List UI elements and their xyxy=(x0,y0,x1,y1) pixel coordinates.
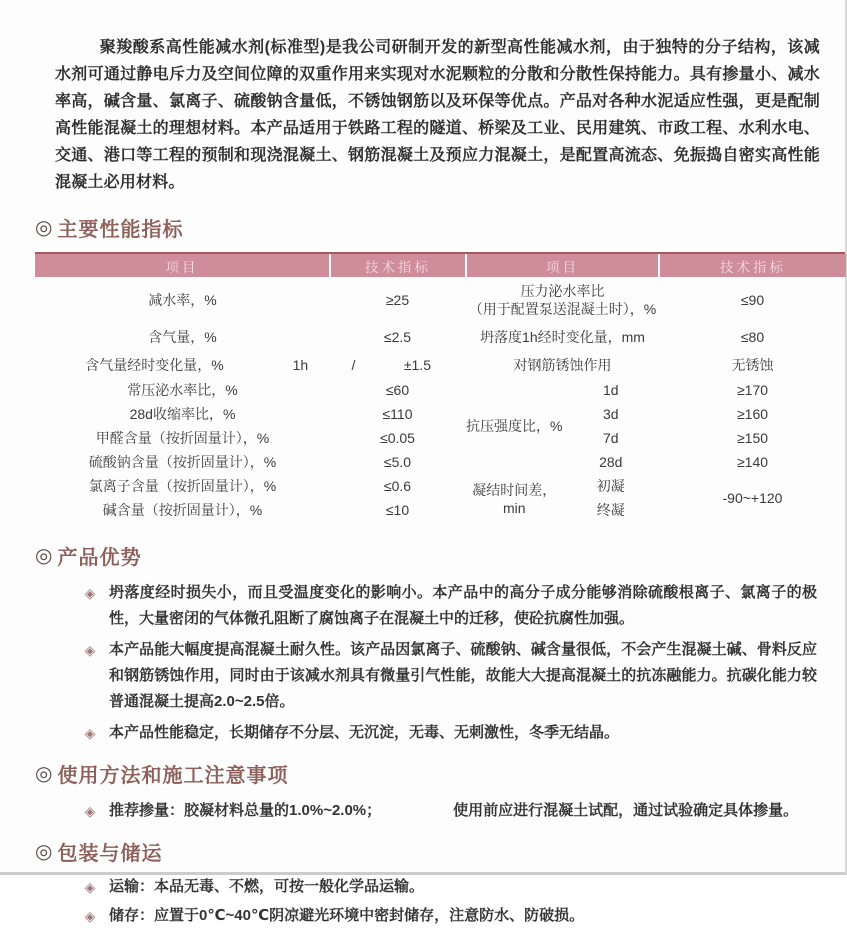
packaging-list xyxy=(35,874,845,929)
diamond-bullet-icon: ◈ xyxy=(84,908,96,924)
value-cell: ≤0.6 xyxy=(383,478,412,494)
group-label-cell: 凝结时间差，min xyxy=(472,482,557,516)
usage-text xyxy=(109,798,817,824)
value-cell: ≤110 xyxy=(382,406,413,422)
table-row xyxy=(35,498,465,522)
age-cell: 1d xyxy=(602,382,619,398)
section-title: 使用方法和施工注意事项 xyxy=(57,765,289,787)
diamond-bullet-icon: ◈ xyxy=(84,725,96,741)
section-marker-icon: ◎ xyxy=(35,841,54,863)
item-cell: 氯离子含量（按折固量计），% xyxy=(88,478,277,494)
table-row xyxy=(35,378,465,402)
table-row xyxy=(35,474,465,498)
item-cell: 常压泌水率比，% xyxy=(127,382,238,398)
section-heading-usage xyxy=(35,759,845,788)
usage-list xyxy=(35,798,845,824)
section-marker-icon: ◎ xyxy=(35,217,54,239)
age-cell: 28d xyxy=(599,454,623,470)
value-cell: 无锈蚀 xyxy=(731,357,774,373)
setting-sub-cell: 初凝 xyxy=(596,478,625,494)
table-row xyxy=(466,277,846,322)
section-title: 包装与储运 xyxy=(57,843,163,865)
table-row xyxy=(35,277,465,322)
list-item xyxy=(35,637,845,715)
value-cell: ≤90 xyxy=(740,291,765,308)
advantage-text: 本产品能大幅度提高混凝土耐久性。该产品因氯离子、硫酸钠、碱含量很低，不会产生混凝土碱、骨料反应和钢筋锈蚀作用，同时由于该减水剂具有微量引气性能，故能大大提高混凝土的抗冻融能力。抗碳化能力较普通混凝土提高2.0~2.5倍。 xyxy=(109,641,817,710)
advantage-text: 本产品性能稳定，长期储存不分层、无沉淀，无毒、无刺激性，冬季无结晶。 xyxy=(109,724,620,741)
item-cell: 坍落度1h经时变化量，mm xyxy=(480,329,645,345)
age-cell: 7d xyxy=(602,430,619,446)
usage-note: 使用前应进行混凝土试配，通过试验确定具体掺量。 xyxy=(453,802,799,819)
value-cell: ≤2.5 xyxy=(383,329,412,345)
value-cell: -90~+120 xyxy=(722,490,783,506)
section-heading-packaging xyxy=(35,837,845,866)
setting-sub-cell: 终凝 xyxy=(596,502,625,518)
age-cell: 3d xyxy=(602,406,619,422)
advantage-text: 坍落度经时损失小，而且受温度变化的影响小。本产品中的高分子成分能够消除硫酸根离子、氯离子的极性，大量密闭的气体微孔阻断了腐蚀离子在混凝土中的迁移，使砼抗腐性加强。 xyxy=(109,584,817,627)
table-header-row xyxy=(35,254,465,277)
value-cell: ≤80 xyxy=(740,329,765,345)
value-cell: ≤60 xyxy=(385,382,410,398)
column-header-item: 项目 xyxy=(35,254,330,277)
section-marker-icon: ◎ xyxy=(35,545,54,567)
performance-table xyxy=(35,252,845,522)
diamond-bullet-icon: ◈ xyxy=(84,803,96,819)
list-item xyxy=(35,580,845,632)
value-cell: ±1.5 xyxy=(403,357,432,373)
section-marker-icon: ◎ xyxy=(35,763,54,785)
item-cell: 甲醛含量（按折固量计），% xyxy=(95,430,270,446)
transport-text: 运输：本品无毒、不燃，可按一般化学品运输。 xyxy=(109,878,425,895)
table-row xyxy=(466,352,846,378)
special-row-cell xyxy=(35,352,465,378)
section-heading-performance xyxy=(35,213,845,242)
slash-cell: / xyxy=(351,357,356,373)
value-cell: ≥25 xyxy=(385,291,410,308)
performance-table-right xyxy=(465,254,846,522)
value-cell: ≤0.05 xyxy=(380,430,415,446)
section-title: 主要性能指标 xyxy=(57,219,184,241)
list-item xyxy=(35,874,845,900)
column-header-item: 项目 xyxy=(466,254,659,277)
item-cell: 含气量，% xyxy=(148,329,217,345)
intro-paragraph: 聚羧酸系高性能减水剂(标准型)是我公司研制开发的新型高性能减水剂，由于独特的分子结构，该减水剂可通过静电斥力及空间位障的双重作用来实现对水泥颗粒的分散和分散性保持能力。具有掺量小、减水率高，碱含量、氯离子、硫酸钠含量低，不锈蚀钢筋以及环保等优点。产品对各种水泥适应性强，更是配制高性能混凝土的理想材料。本产品适用于铁路工程的隧道、桥梁及工业、民用建筑、市政工程、水利水电、交通、港口等工程的预制和现浇混凝土、钢筋混凝土及预应力混凝土，是配置高流态、免振捣自密实高性能混凝土必用材料。 xyxy=(55,39,820,191)
item-cell: 对钢筋锈蚀作用 xyxy=(513,357,612,373)
table-header-row xyxy=(466,254,846,277)
item-cell: 含气量经时变化量，% xyxy=(85,357,224,373)
table-row xyxy=(466,474,846,498)
table-row xyxy=(466,378,846,402)
table-row xyxy=(35,426,465,450)
column-header-indicator: 技术指标 xyxy=(659,254,846,277)
list-item xyxy=(35,798,845,824)
table-row xyxy=(35,352,465,378)
group-label-cell: 抗压强度比，% xyxy=(466,418,563,434)
diamond-bullet-icon: ◈ xyxy=(84,642,96,658)
table-row xyxy=(35,450,465,474)
value-cell: ≤10 xyxy=(385,502,410,518)
time-cell: 1h xyxy=(292,357,309,373)
value-cell: ≥150 xyxy=(736,430,769,446)
item-cell: 碱含量（按折固量计），% xyxy=(102,502,263,518)
value-cell: ≥170 xyxy=(736,382,769,398)
dosage-text: 推荐掺量：胶凝材料总量的1.0%~2.0%； xyxy=(109,802,382,819)
diamond-bullet-icon: ◈ xyxy=(84,879,96,895)
item-cell: 减水率，% xyxy=(148,291,217,308)
list-item xyxy=(35,903,845,929)
value-cell: ≥160 xyxy=(736,406,769,422)
diamond-bullet-icon: ◈ xyxy=(84,585,96,601)
table-row xyxy=(35,402,465,426)
value-cell: ≤5.0 xyxy=(383,454,412,470)
item-cell: 28d收缩率比，% xyxy=(129,406,236,422)
storage-text: 储存：应置于0℃~40℃阴凉避光环境中密封储存，注意防水、防破损。 xyxy=(109,907,585,924)
list-item xyxy=(35,720,845,746)
item-cell: 硫酸钠含量（按折固量计），% xyxy=(88,454,277,470)
item-line2: （用于配置泵送混凝土时），% xyxy=(468,300,657,317)
value-cell: ≥140 xyxy=(736,454,769,470)
section-heading-advantages xyxy=(35,541,845,570)
table-row xyxy=(35,322,465,352)
performance-table-left xyxy=(35,254,465,522)
item-cell xyxy=(466,277,659,322)
table-row xyxy=(466,322,846,352)
item-line1: 压力泌水率比 xyxy=(520,282,605,299)
column-header-indicator: 技术指标 xyxy=(330,254,465,277)
section-title: 产品优势 xyxy=(57,547,142,569)
advantages-list xyxy=(35,580,845,746)
